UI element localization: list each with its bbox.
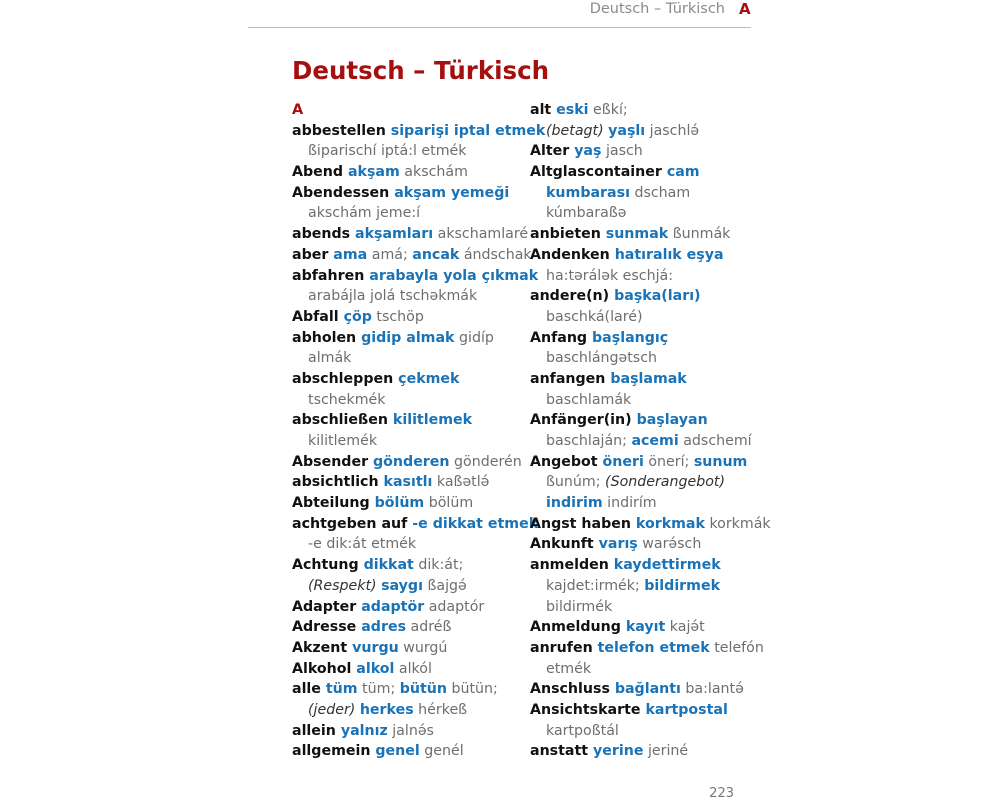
usage-gloss: (Respekt) [308, 577, 382, 594]
turkish-translation: bağlantı [614, 681, 681, 698]
turkish-translation: yaşlı [608, 122, 646, 139]
turkish-translation: cam [666, 164, 700, 181]
entry-line [292, 534, 524, 555]
pronunciation: ha:tərálək eschjá: [546, 267, 674, 284]
turkish-translation: varış [598, 536, 638, 553]
german-headword: abschleppen [292, 370, 399, 387]
pronunciation: genél [419, 743, 464, 760]
turkish-translation: arabayla yola çıkmak [369, 267, 539, 284]
german-headword: Anschluss [530, 681, 615, 698]
turkish-translation: yalnız [340, 722, 388, 739]
turkish-translation: başlamak [610, 370, 687, 387]
turkish-translation: akşamları [355, 226, 434, 243]
entry-line [530, 286, 752, 307]
entry-line [530, 576, 752, 597]
german-headword: Absender [292, 453, 374, 470]
pronunciation: ßajgə́ [422, 577, 467, 594]
entry-line [530, 410, 752, 431]
separator: ; [595, 474, 606, 491]
turkish-translation: korkmak [635, 515, 705, 532]
german-headword: allgemein [292, 743, 376, 760]
turkish-translation: akşam yemeği [394, 184, 510, 201]
entry-line [292, 721, 524, 742]
german-headword: Ankunft [530, 536, 599, 553]
pronunciation: akschamlaré [433, 226, 529, 243]
turkish-translation: adres [361, 619, 407, 636]
entry-line [530, 369, 752, 390]
pronunciation: jalnə́s [387, 722, 434, 739]
pronunciation: önerí [643, 453, 685, 470]
pronunciation: akschám [399, 164, 468, 181]
turkish-translation: vurgu [352, 639, 399, 656]
turkish-translation: dikkat [363, 557, 414, 574]
entry-line [530, 203, 752, 224]
pronunciation: telefón [709, 639, 764, 656]
german-headword: absichtlich [292, 474, 384, 491]
german-headword: anstatt [530, 743, 593, 760]
pronunciation: bildirmék [546, 598, 613, 615]
turkish-translation: bildirmek [644, 577, 721, 594]
turkish-translation: kaydettirmek [613, 557, 721, 574]
turkish-translation: hatıralık eşya [614, 246, 724, 263]
pronunciation: warə́sch [637, 536, 702, 553]
german-headword: Abendessen [292, 184, 395, 201]
pronunciation: kúmbaraßə [546, 205, 627, 222]
turkish-translation: yerine [592, 743, 644, 760]
turkish-translation: herkes [359, 701, 414, 718]
turkish-translation: öneri [602, 453, 644, 470]
entry-line [530, 659, 752, 680]
entry-line [292, 266, 539, 287]
entry-line [530, 555, 752, 576]
pronunciation: adschemí [678, 433, 752, 449]
german-headword: Akzent [292, 639, 353, 656]
pronunciation: bölüm [424, 495, 474, 512]
entry-line [292, 141, 524, 162]
pronunciation: gidíp [454, 329, 494, 346]
entry-line [530, 700, 752, 721]
turkish-translation: eski [556, 102, 589, 118]
entry-line [530, 534, 752, 555]
entry-line [292, 472, 524, 493]
running-head: Deutsch – Türkisch [589, 1, 725, 17]
usage-gloss: (betagt) [546, 122, 609, 139]
german-headword: abschließen [292, 412, 393, 429]
entry-line [292, 431, 524, 452]
pronunciation: bütün [446, 681, 494, 698]
german-headword: Abteilung [292, 495, 375, 512]
pronunciation: ba:lantə́ [680, 681, 744, 698]
entry-line [292, 700, 524, 721]
entry-line [292, 452, 524, 473]
pronunciation: tüm [357, 681, 391, 698]
entry-line [292, 307, 524, 328]
entry-line [530, 348, 752, 369]
entry-line [292, 328, 524, 349]
entry-line [292, 555, 524, 576]
pronunciation: adaptór [424, 598, 485, 615]
entry-line [292, 390, 524, 411]
pronunciation: eßkí [588, 102, 623, 118]
entry-line [292, 514, 539, 535]
turkish-translation: alkol [356, 660, 395, 677]
entry-line [292, 183, 524, 204]
entry-line [530, 100, 752, 121]
turkish-translation: kayıt [625, 619, 666, 636]
turkish-translation: ancak [412, 246, 460, 263]
pronunciation: kartpoßtál [546, 722, 619, 739]
entry-line [292, 679, 524, 700]
german-headword: Angebot [530, 453, 603, 470]
usage-gloss: (Sonderangebot) [605, 474, 726, 491]
section-letter: A [292, 102, 304, 118]
pronunciation: ßiparischí iptá:l etmék [308, 143, 467, 160]
turkish-translation: gidip almak [361, 329, 455, 346]
turkish-translation: kartpostal [645, 701, 728, 718]
entry-line [530, 141, 752, 162]
german-headword: Anfang [530, 329, 593, 346]
turkish-translation: saygı [381, 577, 423, 594]
turkish-translation: sunum [693, 453, 748, 470]
separator: ; [493, 681, 498, 698]
separator: ; [634, 577, 645, 594]
german-headword: abbestellen [292, 122, 391, 139]
pronunciation: akschám jeme:í [308, 205, 421, 222]
turkish-translation: -e dikkat etmek [412, 515, 539, 532]
entry-line [530, 597, 752, 618]
turkish-translation: çekmek [398, 370, 460, 387]
turkish-translation: indirim [546, 495, 603, 512]
german-headword: achtgeben auf [292, 515, 413, 532]
pronunciation: ßunúm [546, 474, 596, 491]
entry-line [292, 617, 524, 638]
entry-line [292, 162, 524, 183]
separator: ; [622, 102, 628, 118]
pronunciation: tschekmék [308, 391, 386, 408]
turkish-translation: telefon etmek [597, 639, 710, 656]
pronunciation: gönderén [449, 453, 522, 470]
german-headword: Adresse [292, 619, 362, 636]
turkish-translation: başlangıç [592, 329, 669, 346]
turkish-translation: genel [375, 743, 420, 760]
section-letter-tab: A [739, 0, 751, 18]
pronunciation: kajə́t [665, 619, 705, 636]
pronunciation: indirím [602, 495, 657, 512]
separator: ; [402, 246, 413, 263]
entry-line [292, 286, 524, 307]
pronunciation: jasch [601, 143, 643, 160]
separator: ; [390, 681, 400, 698]
entry-line [292, 348, 524, 369]
entry-line [530, 183, 752, 204]
separator: ; [458, 557, 464, 574]
german-headword: alt [530, 102, 557, 118]
entry-line [530, 514, 771, 535]
pronunciation: dscham [629, 184, 691, 201]
german-headword: anmelden [530, 557, 614, 574]
entry-line [530, 493, 752, 514]
pronunciation: kaßətlə́ [432, 474, 490, 491]
german-headword: abends [292, 226, 355, 243]
turkish-translation: tüm [325, 681, 358, 698]
pronunciation: baschlángətsch [546, 350, 657, 367]
german-headword: andere(n) [530, 288, 615, 305]
german-headword: anrufen [530, 639, 598, 656]
pronunciation: korkmák [704, 515, 771, 532]
entry-line [530, 472, 752, 493]
german-headword: Altglascontainer [530, 164, 667, 181]
pronunciation: ándschak [459, 246, 532, 263]
turkish-translation: yaş [574, 143, 602, 160]
right-entry-column [530, 100, 771, 762]
turkish-translation: başlayan [636, 412, 708, 429]
entry-line [292, 597, 524, 618]
german-headword: abholen [292, 329, 362, 346]
turkish-translation: bölüm [374, 495, 425, 512]
german-headword: Adapter [292, 598, 362, 615]
entry-line [530, 121, 752, 142]
turkish-translation: adaptör [361, 598, 425, 615]
german-headword: Anmeldung [530, 619, 626, 636]
pronunciation: wurgú [398, 639, 448, 656]
entry-line [292, 245, 532, 266]
pronunciation: -e dik:át etmék [308, 536, 417, 553]
entry-line [530, 617, 752, 638]
usage-gloss: (jeder) [308, 701, 360, 718]
german-headword: aber [292, 246, 334, 263]
pronunciation: ßunmák [668, 226, 731, 243]
german-headword: Angst haben [530, 515, 636, 532]
pronunciation: dik:át [413, 557, 459, 574]
entry-line [530, 224, 752, 245]
turkish-translation: gönderen [373, 453, 450, 470]
page-title: Deutsch – Türkisch [292, 56, 550, 85]
pronunciation: baschlamák [546, 391, 632, 408]
turkish-translation: çöp [343, 308, 372, 325]
entry-line [292, 741, 524, 762]
turkish-translation: siparişi iptal etmek [390, 122, 546, 139]
entry-line [530, 452, 752, 473]
pronunciation: adréß [406, 619, 452, 636]
german-headword: Anfänger(in) [530, 412, 637, 429]
entry-line [530, 162, 752, 183]
turkish-translation: acemi [631, 433, 679, 449]
german-headword: alle [292, 681, 326, 698]
german-headword: Achtung [292, 557, 364, 574]
entry-line [530, 390, 752, 411]
entry-line [292, 224, 529, 245]
german-headword: abfahren [292, 267, 370, 284]
turkish-translation: ama [333, 246, 368, 263]
pronunciation: amá [367, 246, 403, 263]
entry-line [292, 203, 524, 224]
page-number: 223 [709, 786, 734, 801]
entry-line [530, 245, 752, 266]
entry-line [292, 100, 524, 121]
entry-line [292, 493, 524, 514]
pronunciation: etmék [546, 660, 592, 677]
entry-line [292, 121, 546, 142]
pronunciation: hérkeß [413, 701, 468, 718]
german-headword: Abend [292, 164, 348, 181]
pronunciation: jeriné [643, 743, 689, 760]
pronunciation: arabájla jolá tschəkmák [308, 288, 478, 305]
german-headword: Ansichtskarte [530, 701, 646, 718]
entry-line [530, 431, 752, 452]
turkish-translation: kasıtlı [383, 474, 433, 491]
entry-line [530, 328, 752, 349]
pronunciation: alkól [394, 660, 432, 677]
pronunciation: almák [308, 350, 352, 367]
entry-line [292, 576, 524, 597]
entry-line [530, 638, 764, 659]
pronunciation: kilitlemék [308, 433, 378, 449]
separator: ; [622, 433, 632, 449]
entry-line [292, 638, 524, 659]
entry-line [292, 369, 524, 390]
turkish-translation: kilitlemek [392, 412, 473, 429]
turkish-translation: kumbarası [546, 184, 630, 201]
pronunciation: kajdet:irmék [546, 577, 635, 594]
pronunciation: baschlaján [546, 433, 623, 449]
header-rule [248, 27, 751, 28]
entry-line [530, 266, 752, 287]
turkish-translation: sunmak [605, 226, 669, 243]
entry-line [292, 410, 524, 431]
german-headword: anfangen [530, 370, 611, 387]
german-headword: anbieten [530, 226, 606, 243]
entry-line [530, 679, 752, 700]
entry-line [530, 307, 752, 328]
turkish-translation: akşam [347, 164, 400, 181]
german-headword: Alter [530, 143, 575, 160]
german-headword: allein [292, 722, 341, 739]
turkish-translation: başka(ları) [614, 288, 701, 305]
pronunciation: tschöp [371, 308, 424, 325]
german-headword: Abfall [292, 308, 344, 325]
german-headword: Alkohol [292, 660, 357, 677]
separator: ; [684, 453, 694, 470]
entry-line [292, 659, 524, 680]
pronunciation: baschká(laré) [546, 308, 643, 325]
entry-line [530, 741, 752, 762]
pronunciation: jaschlə́ [645, 122, 700, 139]
turkish-translation: bütün [399, 681, 447, 698]
german-headword: Andenken [530, 246, 615, 263]
entry-line [530, 721, 752, 742]
